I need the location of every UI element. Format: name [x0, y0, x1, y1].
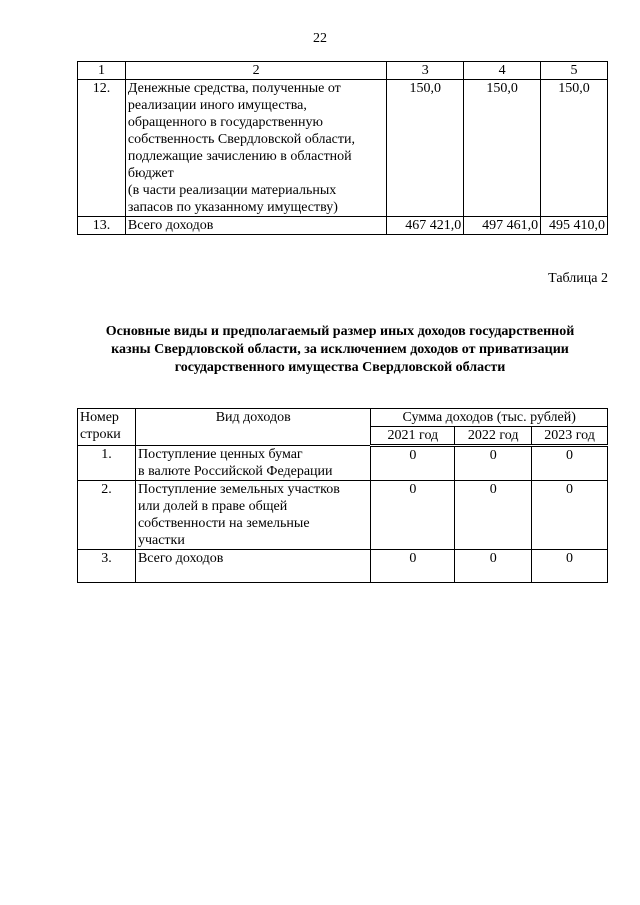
description-line: (в части реализации материальных — [127, 183, 337, 198]
income-table-continuation — [77, 61, 608, 235]
value-cell: 150,0 — [464, 80, 541, 217]
value-cell: 497 461,0 — [464, 217, 541, 235]
table-row — [78, 550, 608, 583]
table-row — [78, 217, 608, 235]
description-line: Поступление земельных участков — [137, 482, 340, 497]
description-line: обращенного в государственную — [127, 115, 323, 130]
value-cell: 0 — [371, 446, 455, 481]
value-cell: 0 — [532, 550, 608, 583]
row-description — [135, 550, 371, 583]
header-cell: 2 — [125, 62, 386, 80]
row-description — [125, 217, 386, 235]
header-year: 2023 год — [532, 427, 608, 446]
title-line: Основные виды и предполагаемый размер иных доходов государственной — [105, 324, 575, 339]
row-number: 1. — [78, 446, 136, 481]
row-description — [135, 446, 371, 481]
header-row-number — [78, 409, 136, 446]
title-line: государственного имущества Свердловской области — [174, 360, 506, 375]
description-line: собственности на земельные — [137, 516, 310, 531]
row-description — [135, 481, 371, 550]
value-cell: 150,0 — [541, 80, 608, 217]
row-number: 12. — [78, 80, 126, 217]
description-line: в валюте Российской Федерации — [137, 464, 333, 479]
header-income-sum: Сумма доходов (тыс. рублей) — [371, 409, 608, 427]
title-line: казны Свердловской области, за исключением доходов от приватизации — [111, 342, 569, 357]
description-line: Поступление ценных бумаг — [137, 447, 303, 462]
header-cell: 1 — [78, 62, 126, 80]
header-cell: 5 — [541, 62, 608, 80]
table-row — [78, 80, 608, 217]
row-number: 3. — [78, 550, 136, 583]
page-number: 22 — [313, 31, 327, 46]
table-header-row — [78, 62, 608, 80]
header-line: Номер — [80, 410, 119, 425]
value-cell: 0 — [371, 481, 455, 550]
description-line: собственность Свердловской области, — [127, 132, 355, 147]
description-line: бюджет — [127, 166, 174, 181]
description-line: Всего доходов — [127, 218, 214, 233]
value-cell: 0 — [455, 550, 532, 583]
value-cell: 495 410,0 — [541, 217, 608, 235]
header-line: строки — [80, 427, 121, 442]
value-cell: 0 — [455, 446, 532, 481]
description-line: подлежащие зачислению в областной — [127, 149, 352, 164]
value-cell: 0 — [371, 550, 455, 583]
table-header-row — [78, 409, 608, 427]
description-line: Денежные средства, полученные от — [127, 81, 341, 96]
table-row — [78, 481, 608, 550]
header-cell: 4 — [464, 62, 541, 80]
header-year: 2021 год — [371, 427, 455, 446]
description-line: реализации иного имущества, — [127, 98, 307, 113]
value-cell: 0 — [532, 481, 608, 550]
other-income-table — [77, 408, 608, 583]
header-year: 2022 год — [455, 427, 532, 446]
description-line: запасов по указанному имуществу) — [127, 200, 338, 215]
value-cell: 150,0 — [387, 80, 464, 217]
row-description — [125, 80, 386, 217]
row-number: 2. — [78, 481, 136, 550]
description-line: участки — [137, 533, 185, 548]
value-cell: 0 — [455, 481, 532, 550]
table-row — [78, 446, 608, 481]
row-number: 13. — [78, 217, 126, 235]
table-title — [70, 323, 610, 377]
value-cell: 0 — [532, 446, 608, 481]
header-income-type: Вид доходов — [135, 409, 371, 446]
description-line: Всего доходов — [137, 551, 224, 566]
header-cell: 3 — [387, 62, 464, 80]
description-line: или долей в праве общей — [137, 499, 288, 514]
value-cell: 467 421,0 — [387, 217, 464, 235]
table-caption: Таблица 2 — [548, 271, 608, 286]
